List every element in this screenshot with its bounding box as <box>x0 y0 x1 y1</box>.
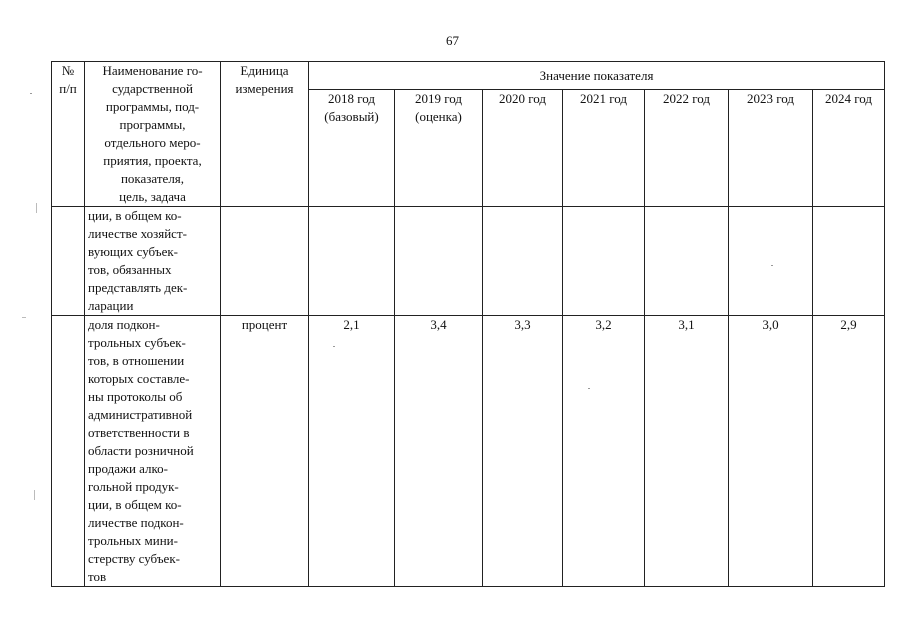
name-line: ларации <box>88 298 134 313</box>
header-year-2018 <box>309 90 395 207</box>
name-line: гольной продук- <box>88 479 179 494</box>
name-line: тов <box>88 569 107 584</box>
header-name <box>85 62 221 207</box>
row-unit-cell <box>221 207 309 316</box>
name-line: административной <box>88 407 193 422</box>
header-name-line: программы, <box>119 117 186 132</box>
year-note: (оценка) <box>415 109 462 125</box>
row-num-cell <box>52 316 85 587</box>
value-cell <box>483 207 563 316</box>
header-year-2024 <box>813 90 885 207</box>
year-label: 2020 год <box>499 91 546 107</box>
header-name-line: сударственной <box>112 81 193 96</box>
header-name-line: показателя, <box>120 171 185 186</box>
header-value-group: Значение показателя <box>309 62 885 90</box>
value-cell: 2,1 <box>309 316 395 587</box>
value-cell <box>729 207 813 316</box>
year-label: 2019 год <box>415 91 462 107</box>
scan-speck <box>333 346 335 347</box>
scan-mark <box>36 203 37 213</box>
header-name-line: программы, под- <box>105 99 200 114</box>
name-line: ответственности в <box>88 425 190 440</box>
name-line: доля подкон- <box>88 317 160 332</box>
header-row-1 <box>52 62 885 90</box>
name-line: ны протоколы об <box>88 389 183 404</box>
name-line: области розничной <box>88 443 194 458</box>
value-cell: 3,0 <box>729 316 813 587</box>
scan-speck <box>771 265 773 266</box>
row-name-cell <box>85 316 221 587</box>
value-cell: 2,9 <box>813 316 885 587</box>
year-note: (базовый) <box>324 109 379 125</box>
header-name-line: цель, задача <box>119 189 186 204</box>
name-line: продажи алко- <box>88 461 169 476</box>
indicator-table <box>51 61 885 587</box>
page-number: 67 <box>446 33 459 48</box>
name-line: личестве хозяйст- <box>88 226 187 241</box>
header-year-2019 <box>395 90 483 207</box>
year-label: 2024 год <box>825 91 873 107</box>
scan-mark <box>34 490 35 500</box>
value-cell <box>645 207 729 316</box>
header-unit-line: измерения <box>235 81 294 96</box>
value-cell: 3,3 <box>483 316 563 587</box>
name-line: тов, в отношении <box>88 353 185 368</box>
year-label: 2021 год <box>580 91 627 107</box>
header-name-line: отдельного меро- <box>104 135 201 150</box>
header-name-line: Наименование го- <box>102 63 203 78</box>
header-year-2023 <box>729 90 813 207</box>
year-label: 2022 год <box>663 91 710 107</box>
name-line: ции, в общем ко- <box>88 497 182 512</box>
row-num-cell <box>52 207 85 316</box>
value-cell <box>395 207 483 316</box>
header-year-2021 <box>563 90 645 207</box>
value-cell <box>813 207 885 316</box>
header-year-2022 <box>645 90 729 207</box>
name-line: личестве подкон- <box>88 515 184 530</box>
year-label: 2023 год <box>747 91 794 107</box>
name-line: трольных мини- <box>88 533 178 548</box>
header-num <box>52 62 85 207</box>
scan-speck <box>588 388 590 389</box>
name-line: стерству субъек- <box>88 551 180 566</box>
row-unit-cell: процент <box>221 316 309 587</box>
value-cell <box>563 207 645 316</box>
value-cell <box>309 207 395 316</box>
value-cell: 3,4 <box>395 316 483 587</box>
name-line: вующих субъек- <box>88 244 178 259</box>
value-cell: 3,1 <box>645 316 729 587</box>
table-row <box>52 316 885 587</box>
header-year-2020 <box>483 90 563 207</box>
year-label: 2018 год <box>328 91 375 107</box>
scan-speck <box>30 93 32 94</box>
header-unit-line: Единица <box>240 63 289 78</box>
row-name-cell <box>85 207 221 316</box>
value-cell: 3,2 <box>563 316 645 587</box>
header-num-line: № <box>61 63 75 78</box>
name-line: представлять дек- <box>88 280 188 295</box>
header-unit <box>221 62 309 207</box>
table-row <box>52 207 885 316</box>
name-line: тов, обязанных <box>88 262 172 277</box>
header-num-line: п/п <box>59 81 77 96</box>
name-line: ции, в общем ко- <box>88 208 182 223</box>
name-line: трольных субъек- <box>88 335 186 350</box>
header-name-line: приятия, проекта, <box>103 153 202 168</box>
name-line: которых составле- <box>88 371 190 386</box>
scan-mark <box>22 317 26 318</box>
